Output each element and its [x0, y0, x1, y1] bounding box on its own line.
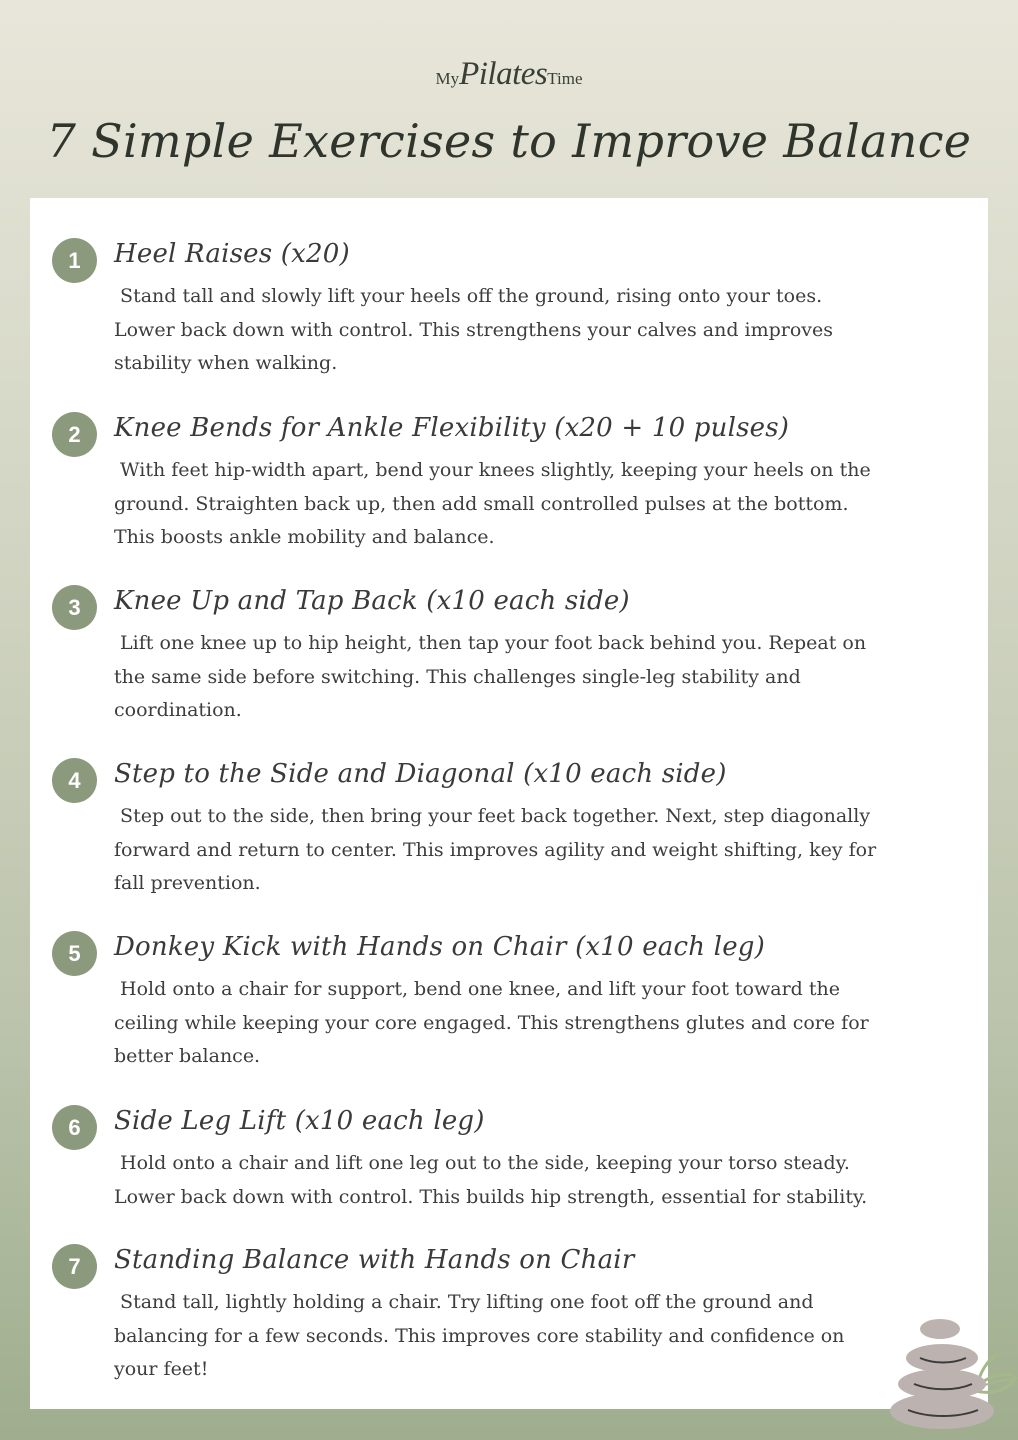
exercise-title: Step to the Side and Diagonal (x10 each side) — [114, 759, 727, 789]
page-title: 7 Simple Exercises to Improve Balance — [46, 114, 972, 168]
exercise-title: Donkey Kick with Hands on Chair (x10 each leg) — [114, 932, 765, 962]
exercise-description: Hold onto a chair for support, bend one knee, and lift your foot toward the ceiling while keeping your core engaged. This strengthens glutes and core for better balance. — [114, 978, 869, 1067]
exercise-description: Hold onto a chair and lift one leg out to the side, keeping your torso steady. Lower back down with control. This builds hip strength, essential for stability. — [114, 1152, 868, 1208]
brand-logo — [0, 58, 1018, 91]
stone-upper — [906, 1344, 978, 1372]
brand-name: Pilates — [459, 56, 548, 92]
number-badge: 7 — [52, 1244, 97, 1289]
exercise-title: Side Leg Lift (x10 each leg) — [114, 1106, 485, 1136]
exercise-title: Heel Raises (x20) — [114, 239, 350, 269]
exercise-description: Stand tall, lightly holding a chair. Try lifting one foot off the ground and balancing for a few seconds. This improves core stability and confidence on your feet! — [114, 1291, 845, 1380]
exercise-title: Standing Balance with Hands on Chair — [114, 1245, 635, 1275]
brand-prefix: My — [435, 69, 460, 88]
number-badge: 3 — [52, 585, 97, 630]
exercise-description: Lift one knee up to hip height, then tap your foot back behind you. Repeat on the same side before switching. This challenges single-leg stability and coordination. — [114, 632, 867, 721]
stone-top — [920, 1319, 960, 1339]
exercise-card — [30, 198, 988, 1409]
brand-suffix: Time — [547, 69, 583, 88]
number-badge: 6 — [52, 1105, 97, 1150]
exercise-description: With feet hip-width apart, bend your knees slightly, keeping your heels on the ground. Straighten back up, then add small controlled pulses at the bottom. This boosts ankle mobility and balance. — [114, 459, 871, 548]
stacked-stones-icon — [880, 1310, 1018, 1440]
exercise-description: Step out to the side, then bring your feet back together. Next, step diagonally forward and return to center. This improves agility and weight shifting, key for fall prevention. — [114, 805, 877, 894]
exercise-description: Stand tall and slowly lift your heels off the ground, rising onto your toes. Lower back down with control. This strengthens your calves and improves stability when walking. — [114, 285, 834, 374]
number-badge: 2 — [52, 412, 97, 457]
stone-middle — [898, 1369, 986, 1399]
number-badge: 4 — [52, 758, 97, 803]
number-badge: 1 — [52, 238, 97, 283]
exercise-title: Knee Up and Tap Back (x10 each side) — [114, 586, 630, 616]
exercise-title: Knee Bends for Ankle Flexibility (x20 + 10 pulses) — [114, 413, 790, 443]
number-badge: 5 — [52, 931, 97, 976]
